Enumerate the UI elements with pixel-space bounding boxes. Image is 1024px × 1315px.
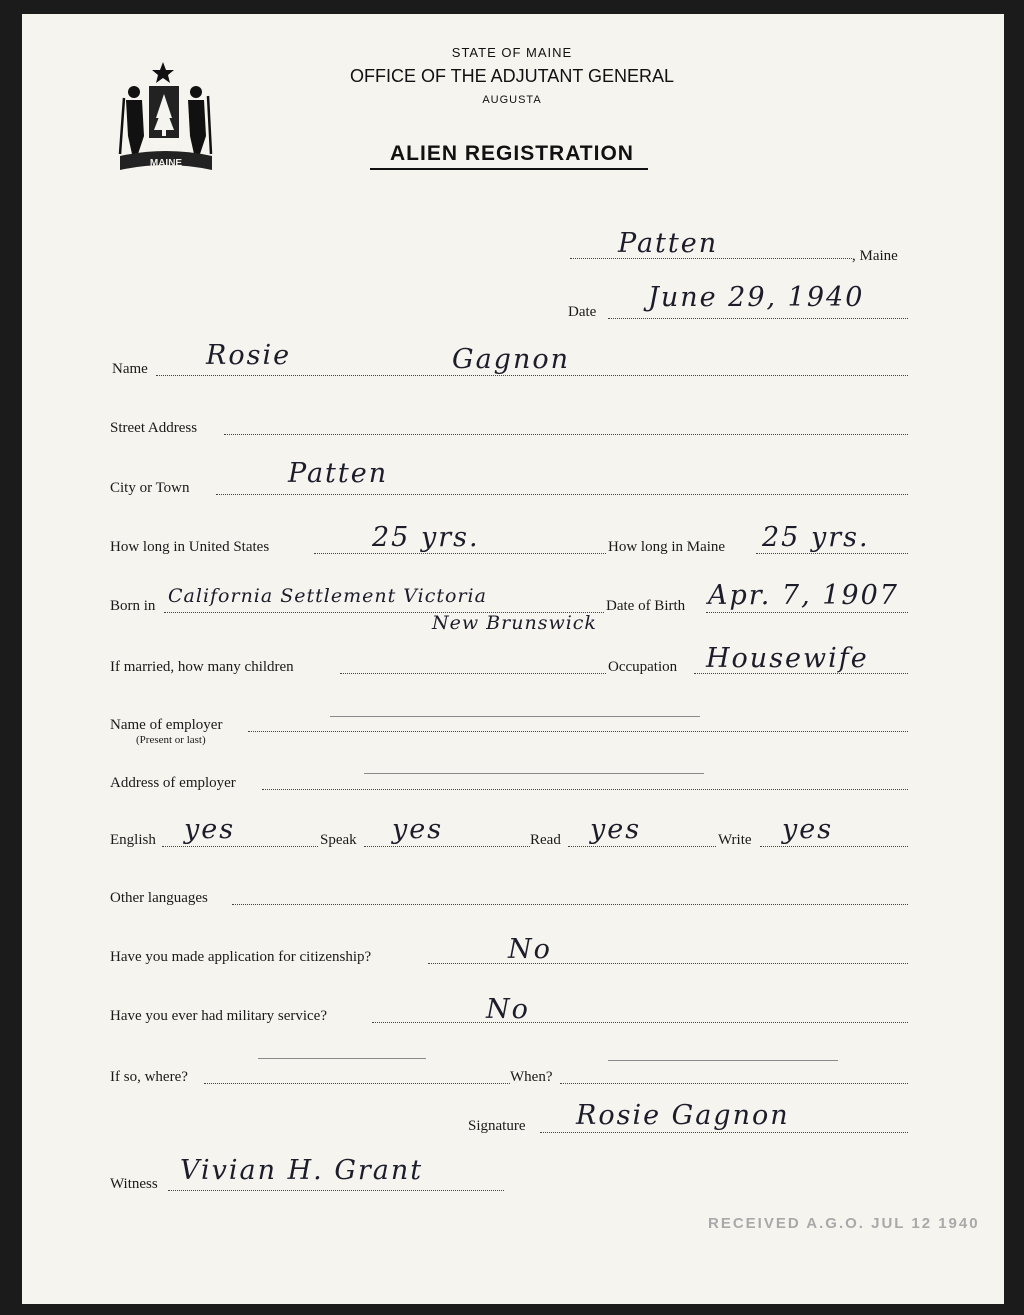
date-of-birth-entry: Apr. 7, 1907 — [708, 580, 899, 611]
military-line — [372, 1022, 908, 1023]
date-entry: June 29, 1940 — [648, 282, 865, 313]
signature-label: Signature — [468, 1118, 526, 1134]
name-label: Name — [112, 361, 148, 377]
state-heading: STATE OF MAINE — [451, 45, 573, 60]
title-underline — [370, 168, 648, 170]
witness-entry: Vivian H. Grant — [180, 1155, 424, 1186]
if-so-where-dash — [258, 1058, 426, 1059]
how-long-maine-line — [756, 553, 908, 554]
witness-line — [168, 1190, 504, 1191]
date-of-birth-label: Date of Birth — [606, 598, 686, 614]
first-name-entry: Rosie — [206, 340, 292, 371]
street-address-line — [224, 434, 908, 435]
married-children-line — [340, 673, 606, 674]
english-line — [162, 846, 318, 847]
employer-address-line — [262, 789, 908, 790]
when-label: When? — [510, 1069, 553, 1085]
maine-label: , Maine — [852, 248, 898, 264]
date-line — [608, 318, 908, 319]
write-line — [760, 846, 908, 847]
other-languages-line — [232, 904, 908, 905]
how-long-us-line — [314, 553, 606, 554]
town-entry: Patten — [618, 228, 719, 259]
employer-name-line — [248, 731, 908, 732]
write-entry: yes — [782, 814, 834, 845]
speak-line — [364, 846, 530, 847]
street-address-label: Street Address — [110, 420, 198, 436]
city-label: City or Town — [110, 480, 190, 496]
speak-label: Speak — [320, 832, 357, 848]
born-in-province-entry: New Brunswick — [432, 612, 597, 634]
how-long-us-label: How long in United States — [110, 539, 270, 555]
speak-entry: yes — [392, 814, 444, 845]
occupation-entry: Housewife — [706, 643, 869, 674]
born-in-entry: California Settlement Victoria — [168, 585, 487, 607]
other-languages-label: Other languages — [110, 890, 208, 906]
employer-name-label: Name of employer — [110, 717, 223, 733]
employer-note: (Present or last) — [136, 734, 206, 746]
when-line — [560, 1083, 908, 1084]
signature-entry: Rosie Gagnon — [576, 1100, 790, 1131]
when-dash — [608, 1060, 838, 1061]
born-in-label: Born in — [110, 598, 156, 614]
married-children-label: If married, how many children — [110, 659, 294, 675]
office-heading: OFFICE OF THE ADJUTANT GENERAL — [349, 66, 675, 86]
military-entry: No — [486, 994, 530, 1025]
date-of-birth-line — [706, 612, 908, 613]
write-label: Write — [718, 832, 752, 848]
last-name-entry: Gagnon — [452, 344, 570, 375]
english-entry: yes — [184, 814, 236, 845]
received-stamp: RECEIVED A.G.O. JUL 12 1940 — [708, 1215, 980, 1232]
citizenship-entry: No — [508, 934, 552, 965]
how-long-maine-label: How long in Maine — [608, 539, 726, 555]
years-maine-entry: 25 yrs. — [762, 522, 870, 553]
form-title: ALIEN REGISTRATION — [390, 142, 634, 165]
english-label: English — [110, 832, 156, 848]
city-heading: AUGUSTA — [482, 94, 542, 106]
employer-address-dash — [364, 773, 704, 774]
occupation-label: Occupation — [608, 659, 678, 675]
signature-line — [540, 1132, 908, 1133]
witness-label: Witness — [110, 1176, 158, 1192]
date-label: Date — [568, 304, 597, 320]
employer-address-label: Address of employer — [110, 775, 236, 791]
read-label: Read — [530, 832, 561, 848]
name-line — [156, 375, 908, 376]
military-label: Have you ever had military service? — [110, 1008, 327, 1024]
city-line — [216, 494, 908, 495]
read-entry: yes — [590, 814, 642, 845]
if-so-where-label: If so, where? — [110, 1069, 188, 1085]
employer-name-dash — [330, 716, 700, 717]
years-us-entry: 25 yrs. — [372, 522, 480, 553]
city-entry: Patten — [288, 458, 389, 489]
citizenship-line — [428, 963, 908, 964]
if-so-where-line — [204, 1083, 510, 1084]
read-line — [568, 846, 716, 847]
svg-text:MAINE: MAINE — [149, 158, 183, 169]
citizenship-label: Have you made application for citizenship? — [110, 949, 372, 965]
